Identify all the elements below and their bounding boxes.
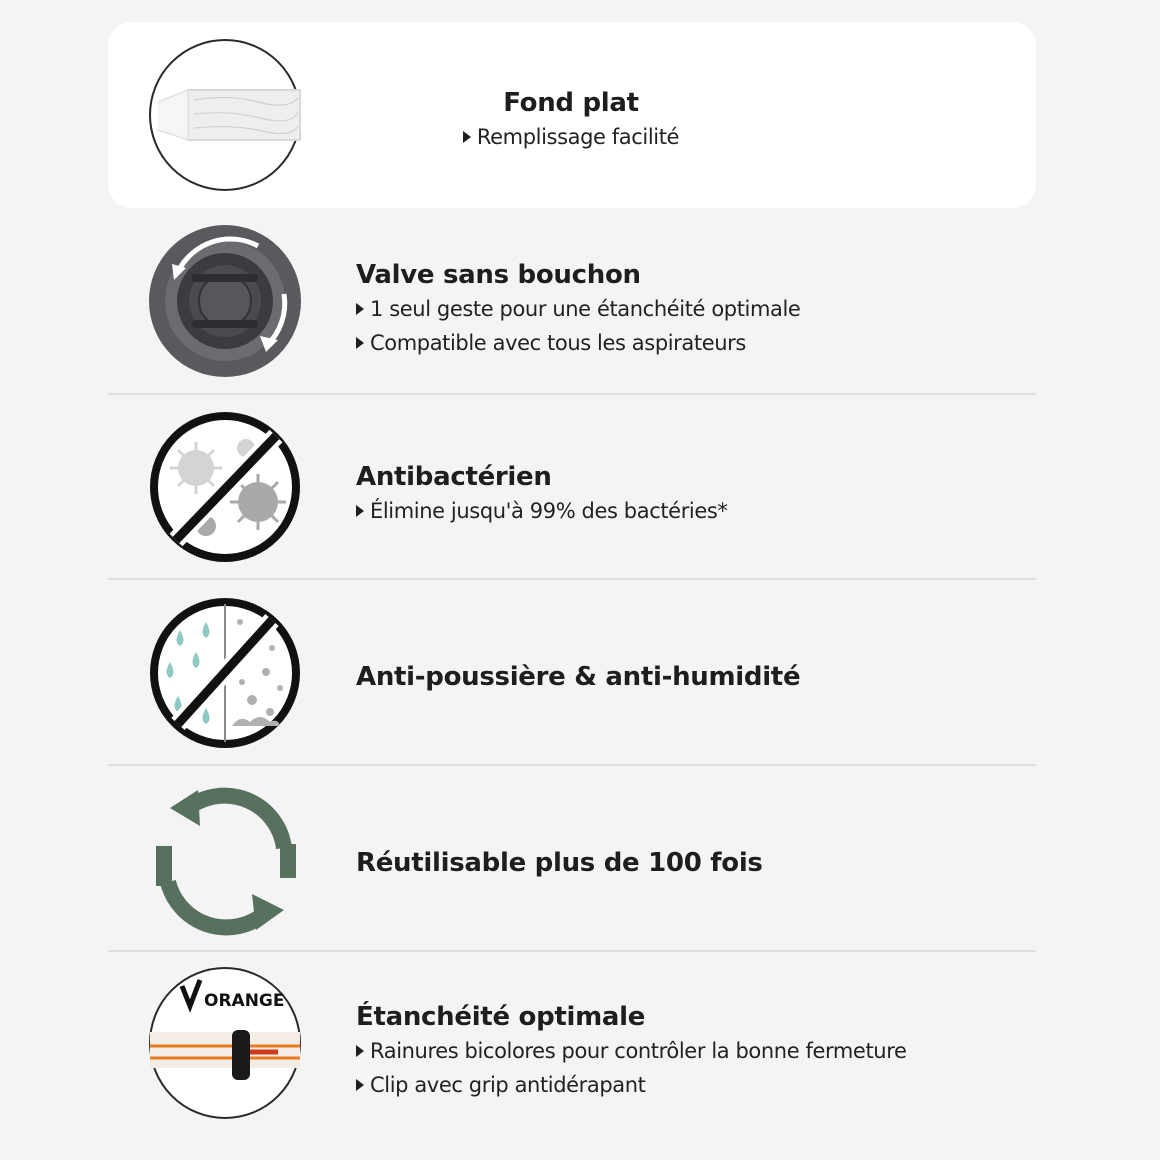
feature-title: Fond plat (503, 88, 639, 118)
feature-text-6 (356, 1000, 907, 1102)
row-divider (108, 764, 1036, 766)
row-divider (108, 393, 1036, 395)
seal-clip-icon (148, 966, 302, 1120)
feature-text-5 (356, 846, 763, 880)
feature-title: Valve sans bouchon (356, 260, 641, 290)
valve-icon (148, 224, 302, 378)
feature-bullet: 1 seul geste pour une étanchéité optimale (356, 292, 800, 326)
dust-humidity-icon (148, 596, 302, 750)
orange-label: ORANGE (204, 991, 285, 1011)
feature-text-2 (356, 258, 800, 360)
feature-text-1 (446, 86, 696, 154)
recycle-icon (148, 786, 302, 940)
feature-bullet: Remplissage facilité (446, 120, 696, 154)
row-divider (108, 950, 1036, 952)
feature-text-3 (356, 460, 728, 528)
feature-bullet: Compatible avec tous les aspirateurs (356, 326, 800, 360)
feature-title: Antibactérien (356, 462, 552, 492)
flat-bottom-icon (148, 38, 302, 192)
feature-bullet: Clip avec grip antidérapant (356, 1068, 907, 1102)
feature-text-4 (356, 660, 800, 694)
row-divider (108, 578, 1036, 580)
antibacterial-icon (148, 410, 302, 564)
feature-title: Étanchéité optimale (356, 1002, 646, 1032)
feature-bullet: Élimine jusqu'à 99% des bactéries* (356, 494, 728, 528)
feature-title: Réutilisable plus de 100 fois (356, 848, 763, 878)
feature-bullet: Rainures bicolores pour contrôler la bonne fermeture (356, 1034, 907, 1068)
feature-title: Anti-poussière & anti-humidité (356, 662, 801, 692)
